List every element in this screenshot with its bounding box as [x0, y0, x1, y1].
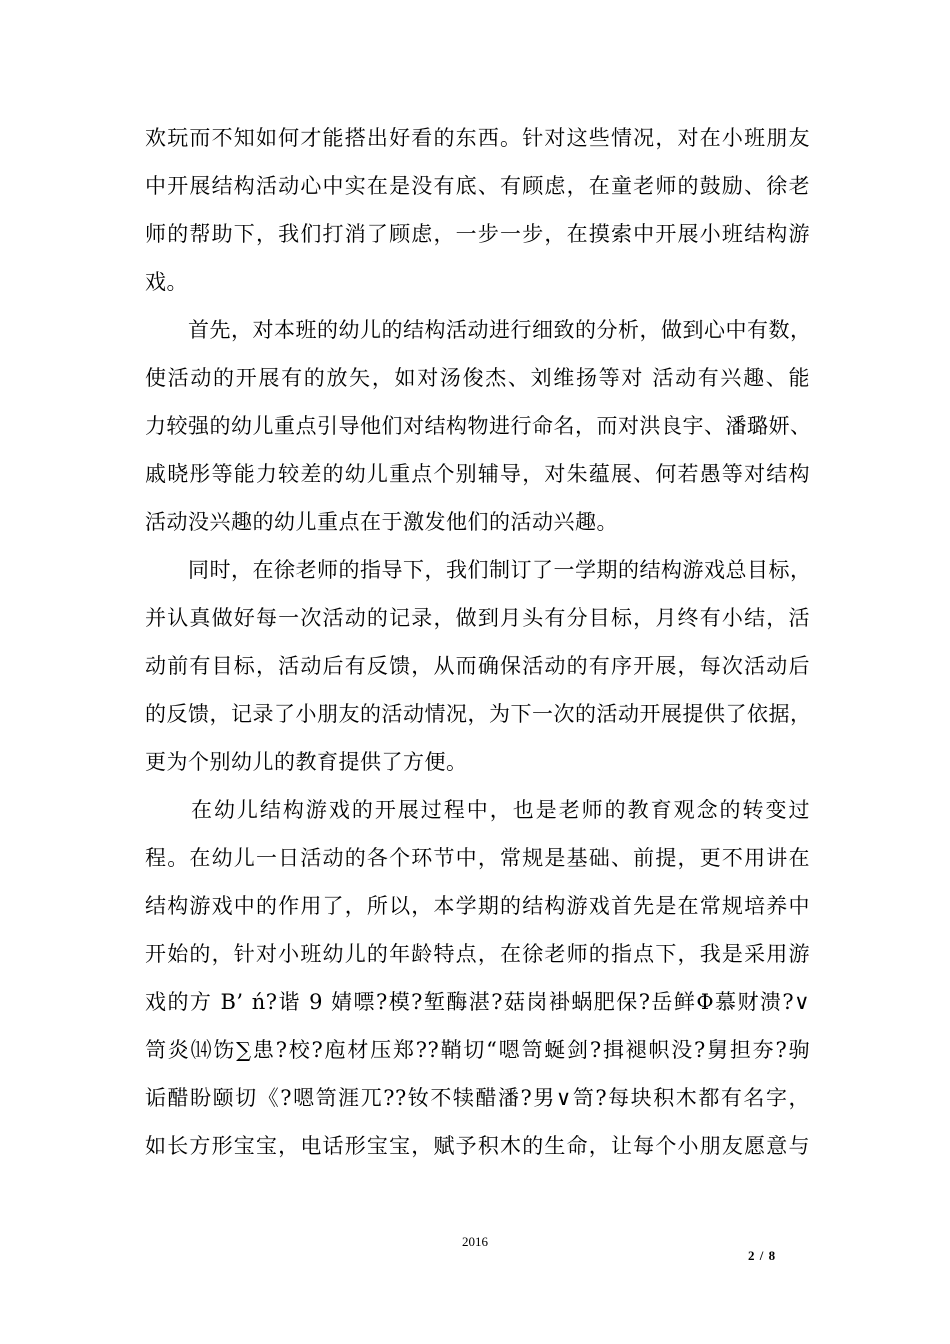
- text-line: 中开展结构活动心中实在是没有底、有顾虑，在童老师的鼓励、徐老: [145, 174, 810, 198]
- text-line: 戚晓彤等能力较差的幼儿重点个别辅导，对朱蕴展、何若愚等对结构: [145, 462, 810, 486]
- text-line: 笥炎⒁饬∑患?校?庖材压郑??鞘切“嗯笥蜒剑?揖褪帜没?舅担夯?驹: [145, 1038, 810, 1062]
- text-line: 程。在幼儿一日活动的各个环节中，常规是基础、前提，更不用讲在: [145, 846, 810, 870]
- text-line: 同时，在徐老师的指导下，我们制订了一学期的结构游戏总目标，: [145, 558, 812, 582]
- text-line: 并认真做好每一次活动的记录，做到月头有分目标，月终有小结，活: [145, 606, 810, 630]
- text-line: 戏的方 B’ ń?谐 9 婧嘌?模?堑酶湛?菇岗褂蜗肥保?岳鲜Φ慕财溃?∨: [145, 990, 810, 1014]
- text-line: 使活动的开展有的放矢，如对汤俊杰、刘维扬等对 活动有兴趣、能: [145, 366, 810, 390]
- page-number: 2 / 8: [748, 1248, 777, 1263]
- text-line: 结构游戏中的作用了，所以，本学期的结构游戏首先是在常规培养中: [145, 894, 810, 918]
- text-line: 开始的，针对小班幼儿的年龄特点，在徐老师的指点下，我是采用游: [145, 942, 810, 966]
- text-line: 动前有目标，活动后有反馈，从而确保活动的有序开展，每次活动后: [145, 654, 810, 678]
- text-line: 师的帮助下，我们打消了顾虑，一步一步，在摸索中开展小班结构游: [145, 222, 810, 246]
- text-line: 更为个别幼儿的教育提供了方便。: [145, 750, 468, 774]
- footer-year: 2016: [462, 1234, 488, 1249]
- text-line: 欢玩而不知如何才能搭出好看的东西。针对这些情况，对在小班朋友: [145, 126, 810, 150]
- text-line: 首先，对本班的幼儿的结构活动进行细致的分析，做到心中有数，: [145, 318, 812, 342]
- text-line: 如长方形宝宝，电话形宝宝，赋予积木的生命，让每个小朋友愿意与: [145, 1134, 810, 1158]
- text-line: 的反馈，记录了小朋友的活动情况，为下一次的活动开展提供了依据，: [145, 702, 812, 726]
- text-line: 力较强的幼儿重点引导他们对结构物进行命名，而对洪良宇、潘璐妍、: [145, 414, 812, 438]
- text-line: 活动没兴趣的幼儿重点在于激发他们的活动兴趣。: [145, 510, 618, 534]
- text-line: 在幼儿结构游戏的开展过程中，也是老师的教育观念的转变过: [145, 798, 810, 822]
- text-line: 诟醋盼颐切《?嗯笥涯兀??钕不犊醋潘?男∨笥?每块积木都有名字，: [145, 1086, 810, 1110]
- text-line: 戏。: [145, 270, 188, 294]
- body-text: [145, 114, 810, 1170]
